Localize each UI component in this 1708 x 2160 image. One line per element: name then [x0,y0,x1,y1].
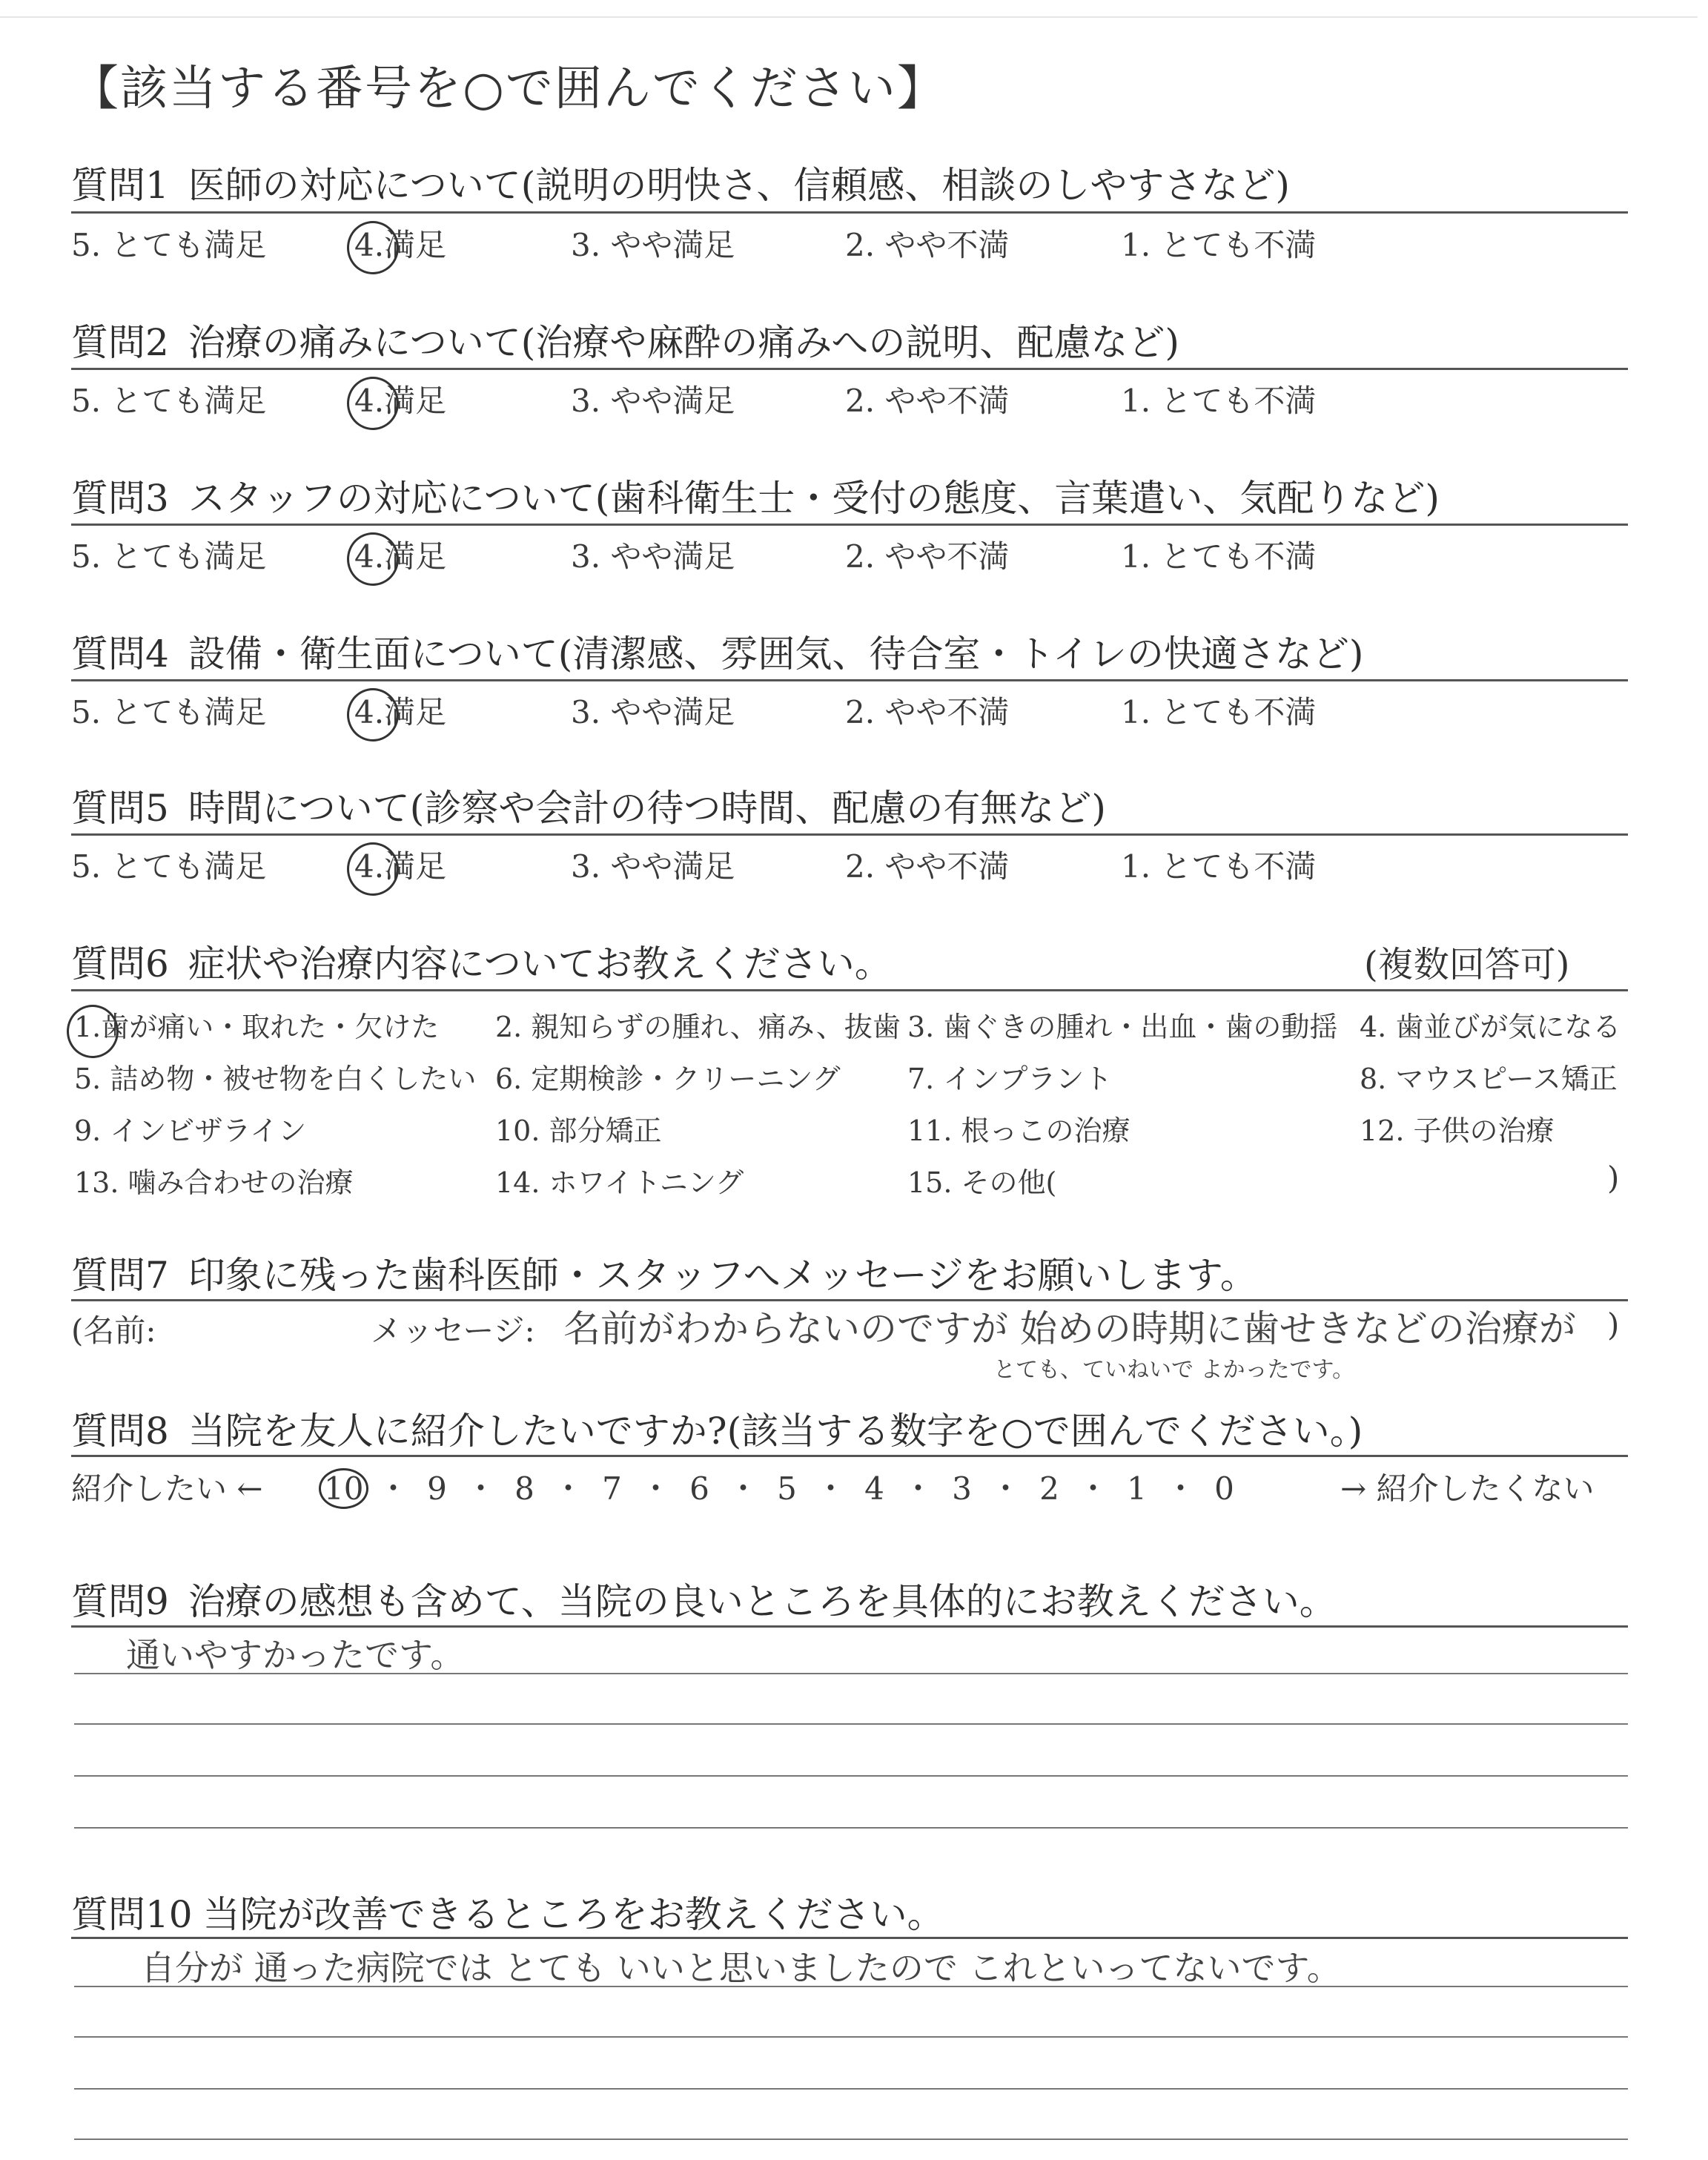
option-3[interactable]: 3. やや満足 [571,538,735,575]
answer-line [74,1723,1628,1725]
recommend-left-label: 紹介したい ← [71,1470,263,1507]
question-text: 治療の感想も含めて、当院の良いところを具体的にお教えください。 [188,1580,1337,1623]
scale-value-6[interactable]: 6 [689,1470,709,1507]
question-number: 質問3 [71,477,169,520]
multiple-answer-note: (複数回答可) [1364,944,1570,985]
question-number: 質問5 [71,787,169,830]
option-3[interactable]: 3. やや満足 [571,694,735,730]
question-4 [71,624,1363,678]
option-5[interactable]: 5. とても満足 [71,227,267,263]
answer-line [74,2088,1628,2090]
divider [71,211,1628,214]
recommend-right-label: → 紹介したくない [1340,1470,1595,1507]
choice-12[interactable]: 12. 子供の治療 [1360,1114,1555,1147]
choice-9[interactable]: 9. インビザライン [74,1114,307,1147]
scale-value-4[interactable]: 4 [864,1470,884,1507]
answer-line [74,1827,1628,1829]
option-5[interactable]: 5. とても満足 [71,848,267,885]
question-8 [71,1401,1363,1455]
answer-line [74,1986,1628,1987]
selection-circle: 4. [354,383,385,419]
option-2[interactable]: 2. やや不満 [845,848,1010,885]
option-label: 満足 [384,227,447,263]
option-4-selected[interactable] [354,842,446,887]
question-3 [71,469,1440,522]
selection-circle: 4. [354,227,385,263]
scale-value-selected[interactable]: 10 [319,1468,368,1509]
question-text: 症状や治療内容についてお教えください。 [188,942,892,985]
question-number: 質問6 [71,942,169,985]
scale-separator: ・ [990,1470,1022,1507]
choice-15-other[interactable]: 15. その他( [907,1166,1057,1199]
option-1[interactable]: 1. とても不満 [1121,227,1317,263]
option-3[interactable]: 3. やや満足 [571,383,735,419]
message-close-paren: ) [1607,1307,1620,1343]
option-4-selected[interactable] [354,221,446,265]
option-label: 満足 [384,848,447,885]
option-3[interactable]: 3. やや満足 [571,848,735,885]
option-4-selected[interactable] [354,377,446,421]
option-1[interactable]: 1. とても不満 [1121,538,1317,575]
answer-line [74,2036,1628,2038]
choice-4[interactable]: 4. 歯並びが気になる [1360,1011,1621,1043]
divider [71,1625,1628,1628]
answer-line [74,1775,1628,1777]
handwritten-message-line1: 名前がわからないのですが 始めの時期に歯せきなどの治療が [563,1307,1576,1350]
question-1 [71,156,1290,209]
question-number: 質問9 [71,1580,169,1623]
question-text: スタッフの対応について(歯科衛生士・受付の態度、言葉遣い、気配りなど) [188,477,1440,520]
question-number: 質問2 [71,321,169,364]
question-10 [71,1885,944,1938]
question-number: 質問8 [71,1410,169,1453]
selection-circle: 1. [74,1011,102,1043]
option-2[interactable]: 2. やや不満 [845,383,1010,419]
option-label: 満足 [384,538,447,575]
question-text: 当院が改善できるところをお教えください。 [202,1893,944,1936]
divider [71,989,1628,991]
question-number: 質問10 [71,1893,193,1936]
recommend-scale [319,1464,1243,1509]
option-5[interactable]: 5. とても満足 [71,538,267,575]
question-text: 時間について(診察や会計の待つ時間、配慮の有無など) [188,787,1106,830]
divider [71,833,1628,836]
scale-separator: ・ [1077,1470,1109,1507]
question-7 [71,1246,1257,1299]
page-title: 【該当する番号を○で囲んでください】 [71,62,946,116]
option-2[interactable]: 2. やや不満 [845,694,1010,730]
option-4-selected[interactable] [354,688,446,733]
divider [71,1455,1628,1457]
scale-value-8[interactable]: 8 [514,1470,534,1507]
name-label: (名前: [71,1312,156,1349]
scale-value-0[interactable]: 0 [1214,1470,1234,1507]
scale-value-5[interactable]: 5 [777,1470,797,1507]
option-label: 満足 [384,383,447,419]
option-2[interactable]: 2. やや不満 [845,227,1010,263]
scale-separator: ・ [1165,1470,1196,1507]
question-text: 設備・衛生面について(清潔感、雰囲気、待合室・トイレの快適さなど) [188,633,1364,676]
question-5 [71,779,1106,832]
choice-13[interactable]: 13. 噛み合わせの治療 [74,1166,354,1199]
divider [71,679,1628,681]
option-3[interactable]: 3. やや満足 [571,227,735,263]
option-1[interactable]: 1. とても不満 [1121,383,1317,419]
answer-line [74,1673,1628,1674]
other-close-paren: ) [1607,1160,1620,1196]
question-text: 当院を友人に紹介したいですか?(該当する数字を○で囲んでください。) [188,1410,1363,1453]
choice-1-selected[interactable] [74,1004,439,1045]
option-1[interactable]: 1. とても不満 [1121,848,1317,885]
choice-3[interactable]: 3. 歯ぐきの腫れ・出血・歯の動揺 [907,1011,1338,1043]
handwritten-message-line2: とても、ていねいで よかったです。 [993,1357,1355,1383]
question-9 [71,1572,1337,1625]
message-label: メッセージ: [371,1312,535,1349]
scale-value-3[interactable]: 3 [952,1470,972,1507]
scale-value-1[interactable]: 1 [1127,1470,1147,1507]
scale-separator: ・ [727,1470,759,1507]
question-number: 質問4 [71,633,169,676]
choice-label: 歯が痛い・取れた・欠けた [101,1011,440,1043]
choice-7[interactable]: 7. インプラント [907,1063,1113,1095]
question-6 [71,934,892,988]
question-2 [71,313,1179,366]
divider [71,1937,1628,1939]
answer-line [74,2138,1628,2140]
handwritten-answer-q10: 自分が 通った病院では とても いいと思いましたので これといってないです。 [141,1948,1341,1988]
scale-separator: ・ [640,1470,672,1507]
option-2[interactable]: 2. やや不満 [845,538,1010,575]
selection-circle: 4. [354,694,385,730]
divider [71,368,1628,370]
question-text: 治療の痛みについて(治療や麻酔の痛みへの説明、配慮など) [188,321,1179,364]
selection-circle: 4. [354,848,385,885]
scale-value-2[interactable]: 2 [1039,1470,1059,1507]
option-5[interactable]: 5. とても満足 [71,383,267,419]
scale-separator: ・ [902,1470,934,1507]
choice-6[interactable]: 6. 定期検診・クリーニング [495,1063,841,1095]
choice-10[interactable]: 10. 部分矯正 [495,1114,662,1147]
option-4-selected[interactable] [354,532,446,577]
question-text: 医師の対応について(説明の明快さ、信頼感、相談のしやすさなど) [188,164,1290,207]
scale-separator: ・ [552,1470,584,1507]
scale-separator: ・ [465,1470,497,1507]
selection-circle: 4. [354,538,385,575]
question-text: 印象に残った歯科医師・スタッフへメッセージをお願いします。 [188,1254,1257,1297]
question-number: 質問1 [71,164,169,207]
divider [71,524,1628,526]
option-5[interactable]: 5. とても満足 [71,694,267,730]
scale-separator: ・ [377,1470,409,1507]
scale-value-7[interactable]: 7 [602,1470,622,1507]
scale-value-9[interactable]: 9 [427,1470,447,1507]
choice-5[interactable]: 5. 詰め物・被せ物を白くしたい [74,1063,477,1095]
choice-14[interactable]: 14. ホワイトニング [495,1166,744,1199]
choice-11[interactable]: 11. 根っこの治療 [907,1114,1131,1147]
top-border [0,16,1698,18]
choice-8[interactable]: 8. マウスピース矯正 [1360,1063,1618,1095]
scale-separator: ・ [815,1470,847,1507]
option-1[interactable]: 1. とても不満 [1121,694,1317,730]
choice-2[interactable]: 2. 親知らずの腫れ、痛み、抜歯 [495,1011,901,1043]
option-label: 満足 [384,694,447,730]
handwritten-answer-q9: 通いやすかったです。 [126,1635,465,1675]
question-number: 質問7 [71,1254,169,1297]
